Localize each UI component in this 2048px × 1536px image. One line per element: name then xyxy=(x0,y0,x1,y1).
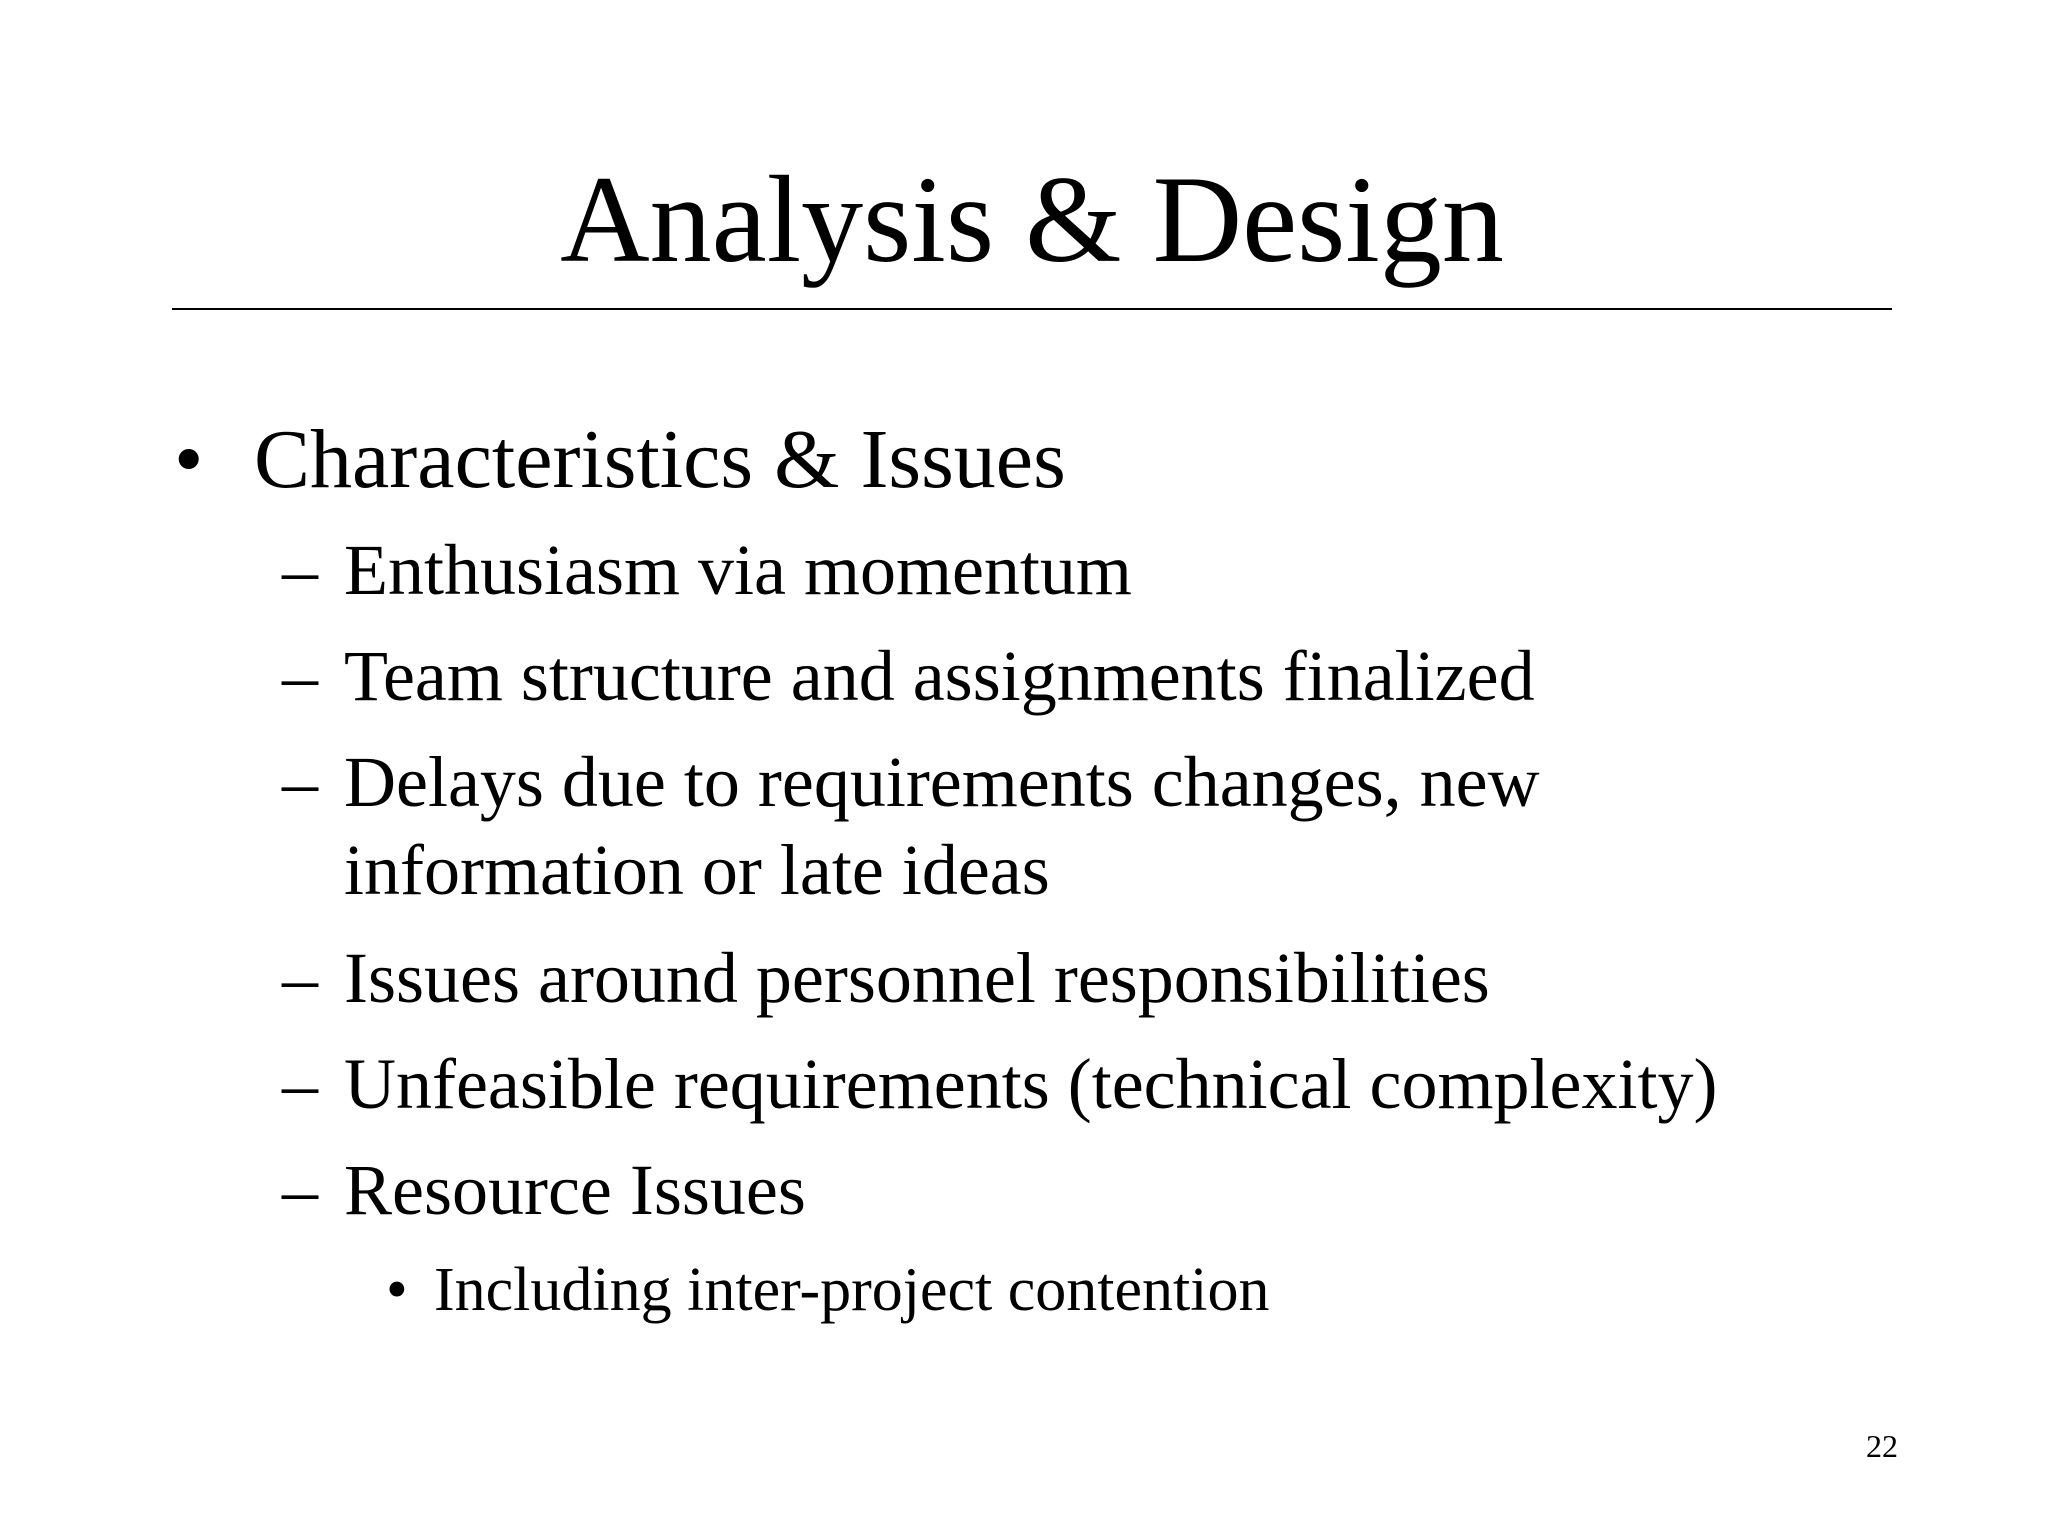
sub-item-text: Enthusiasm via momentum xyxy=(344,530,1132,610)
slide-title: Analysis & Design xyxy=(560,151,1504,288)
dash-marker: – xyxy=(282,530,318,610)
sub-item-text: Team structure and assignments finalized xyxy=(344,636,1535,716)
sub-item-text: Unfeasible requirements (technical complexity) xyxy=(344,1044,1718,1124)
sub-item-text: Resource Issues xyxy=(344,1150,806,1230)
small-bullet-marker: • xyxy=(386,1256,408,1324)
page-number: 22 xyxy=(1866,1428,1898,1464)
title-divider xyxy=(172,308,1892,310)
dash-marker: – xyxy=(282,636,318,716)
bullet-marker: • xyxy=(174,413,204,506)
sub-item-text-continuation: information or late ideas xyxy=(344,830,1050,910)
bullet-text: Characteristics & Issues xyxy=(254,413,1066,506)
sub-sub-item-text: Including inter-project contention xyxy=(434,1256,1270,1324)
dash-marker: – xyxy=(282,1150,318,1230)
dash-marker: – xyxy=(282,742,318,822)
dash-marker: – xyxy=(282,1044,318,1124)
dash-marker: – xyxy=(282,938,318,1018)
sub-item-text: Delays due to requirements changes, new xyxy=(344,742,1540,822)
sub-item-text: Issues around personnel responsibilities xyxy=(344,938,1490,1018)
